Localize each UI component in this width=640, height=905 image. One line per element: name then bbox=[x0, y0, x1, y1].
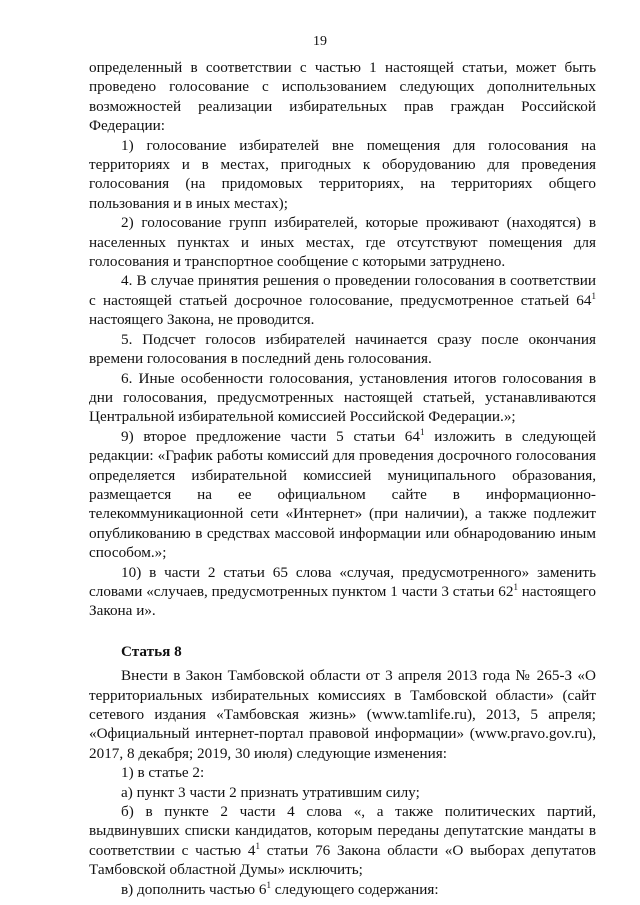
paragraph-p-item-1 bbox=[89, 136, 596, 214]
paragraph-p-art8-v bbox=[89, 880, 596, 899]
paragraph-p-art8-b bbox=[89, 802, 596, 880]
paragraph-text: настоящего Закона и». bbox=[89, 582, 596, 620]
paragraph-p-art8-1 bbox=[89, 763, 596, 782]
paragraph-p-art8-intro bbox=[89, 666, 596, 763]
paragraph-p-cont bbox=[89, 58, 596, 136]
paragraph-text: 1) в статье 2: bbox=[121, 764, 205, 782]
page-number: 19 bbox=[313, 34, 327, 49]
superscript-index: 1 bbox=[419, 426, 425, 437]
document-body bbox=[89, 58, 596, 899]
paragraph-text: а) пункт 3 части 2 признать утратившим силу; bbox=[121, 783, 420, 801]
article-heading: Статья 8 bbox=[121, 642, 182, 660]
paragraph-text: следующего содержания: bbox=[270, 880, 439, 898]
superscript-index: 1 bbox=[591, 290, 596, 301]
paragraph-text: в) дополнить частью 6 bbox=[121, 880, 267, 898]
paragraph-text: 1) голосование избирателей вне помещения для голосования на территориях и в местах, пригодных к оборудованию для проведения голосования (на придомовых территориях, на территориях общего пользования и в иных местах); bbox=[89, 136, 596, 212]
paragraph-text: Внести в Закон Тамбовской области от 3 апреля 2013 года № 265-З «О территориальных избирательных комиссиях в Тамбовской области» (сайт сетевого издания «Тамбовская жизнь» (www.tamlife.ru), 2013, 5 апреля; «Официальный интернет-портал правовой информации» (www.pravo.gov.ru), 2017, 8 декабря; 2019, 30 июля) следующие изменения: bbox=[89, 667, 596, 762]
paragraph-text: изложить в следующей редакции: «График работы комиссий для проведения досрочного голосования определяется избирательной комиссией муниципального образования, размещается на ее официальном сайте в информационно-телекоммуникационной сети «Интернет» (при наличии), а также подлежит опубликованию в средствах массовой информации или обнародованию иным способом.»; bbox=[89, 427, 597, 562]
law-amendment-text bbox=[89, 58, 596, 621]
paragraph-text: 6. Иные особенности голосования, установления итогов голосования в дни голосования, предусмотренных настоящей статьей, устанавливаются Центральной избирательной комиссией Российской Федерации.»; bbox=[89, 369, 596, 426]
paragraph-text: 2) голосование групп избирателей, которые проживают (находятся) в населенных пунктах и иных местах, где отсутствуют помещения для голосования и транспортное сообщение с которыми затруднено. bbox=[89, 214, 596, 271]
paragraph-p-item-2 bbox=[89, 213, 596, 271]
paragraph-p-item-10 bbox=[89, 563, 596, 621]
paragraph-p-part-6 bbox=[89, 369, 596, 427]
article-8-text bbox=[89, 666, 596, 899]
paragraph-text: определенный в соответствии с частью 1 настоящей статьи, может быть проведено голосование с использованием следующих дополнительных возможностей реализации избирательных прав граждан Российской Федерации: bbox=[89, 59, 596, 135]
paragraph-text: настоящего Закона, не проводится. bbox=[89, 311, 315, 329]
superscript-index: 1 bbox=[513, 581, 518, 592]
paragraph-p-part-5 bbox=[89, 330, 596, 369]
paragraph-p-part-4 bbox=[89, 271, 596, 329]
paragraph-text: б) в пункте 2 части 4 слова «, а также политических партий, выдвинувших списки кандидатов, которым переданы депутатские мандаты в соответствии с частью 4 bbox=[89, 803, 596, 859]
paragraph-p-item-9 bbox=[89, 427, 596, 563]
superscript-index: 1 bbox=[255, 840, 260, 851]
paragraph-text: 4. В случае принятия решения о проведении голосования в соответствии с настоящей статьей досрочное голосование, предусмотренное статьей 64 bbox=[89, 272, 596, 309]
superscript-index: 1 bbox=[266, 879, 271, 890]
paragraph-text: 10) в части 2 статьи 65 слова «случая, предусмотренного» заменить словами «случаев, предусмотренных пунктом 1 части 3 статьи 62 bbox=[89, 563, 596, 600]
paragraph-text: статьи 76 Закона области «О выборах депутатов Тамбовской областной Думы» исключить; bbox=[89, 841, 596, 879]
paragraph-text: 9) второе предложение части 5 статьи 64 bbox=[121, 427, 420, 445]
paragraph-text: 5. Подсчет голосов избирателей начинается сразу после окончания времени голосования в последний день голосования. bbox=[89, 330, 596, 368]
paragraph-p-art8-a bbox=[89, 783, 596, 802]
